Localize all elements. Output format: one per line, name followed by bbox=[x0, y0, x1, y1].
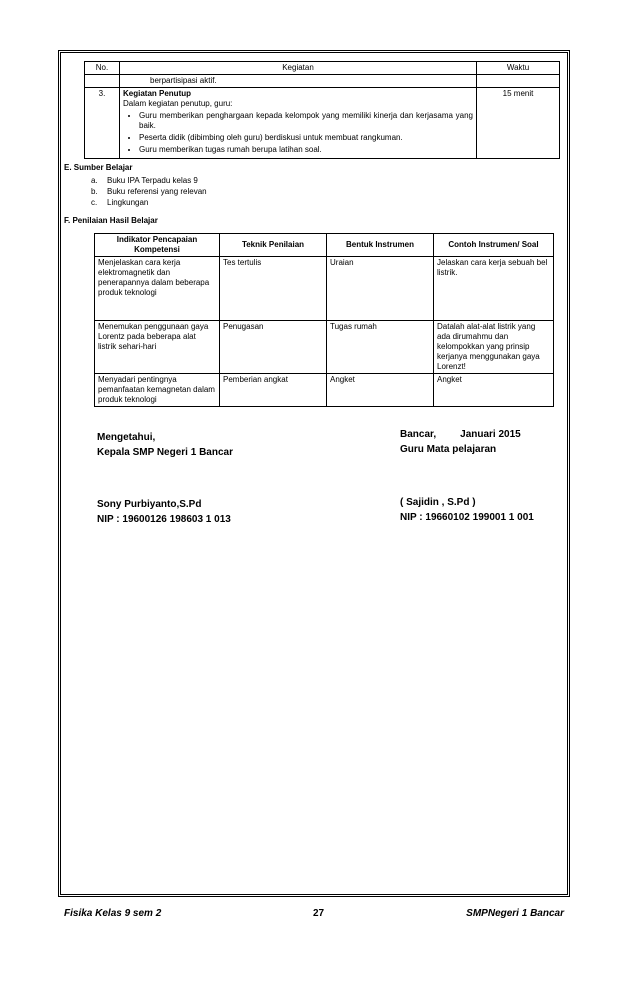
footer-right: SMPNegeri 1 Bancar bbox=[466, 908, 564, 919]
list-marker: c. bbox=[91, 198, 98, 207]
signature-left-header bbox=[97, 430, 233, 460]
activity-title: Kegiatan Penutup bbox=[123, 89, 192, 98]
table-cell: Tugas rumah bbox=[327, 321, 434, 374]
activity-intro: Dalam kegiatan penutup, guru: bbox=[123, 99, 233, 108]
list-item bbox=[91, 175, 207, 186]
table-cell: Jelaskan cara kerja sebuah bel listrik. bbox=[434, 257, 554, 321]
signature-place: Bancar, bbox=[400, 429, 437, 440]
activity-table bbox=[84, 61, 560, 159]
penilaian-header: Teknik Penilaian bbox=[220, 234, 327, 257]
penilaian-table bbox=[94, 233, 554, 407]
signature-date: Januari 2015 bbox=[460, 429, 521, 440]
section-heading-penilaian: F. Penilaian Hasil Belajar bbox=[64, 216, 158, 225]
list-item bbox=[91, 186, 207, 197]
activity-row bbox=[85, 88, 560, 159]
table-cell: Uraian bbox=[327, 257, 434, 321]
footer-page-number: 27 bbox=[313, 908, 325, 919]
table-cell: Menyadari pentingnya pemanfaatan kemagnetan dalam produk teknologi bbox=[95, 374, 220, 407]
penilaian-header: Indikator Pencapaian Kompetensi bbox=[95, 234, 220, 257]
activity-header-row bbox=[85, 62, 560, 75]
table-row bbox=[95, 374, 554, 407]
signature-nip: NIP : 19600126 198603 1 013 bbox=[97, 514, 231, 525]
list-item bbox=[91, 197, 207, 208]
header-no: No. bbox=[85, 62, 120, 75]
penilaian-header: Bentuk Instrumen bbox=[327, 234, 434, 257]
carryover-waktu bbox=[477, 75, 560, 88]
table-cell: Menemukan penggunaan gaya Lorentz pada beberapa alat listrik sehari-hari bbox=[95, 321, 220, 374]
table-cell: Angket bbox=[327, 374, 434, 407]
list-marker: a. bbox=[91, 176, 98, 185]
section-heading-sumber: E. Sumber Belajar bbox=[64, 163, 133, 172]
list-text: Buku referensi yang relevan bbox=[107, 187, 207, 196]
signature-greeting: Mengetahui, bbox=[97, 432, 156, 443]
carryover-text: berpartisipasi aktif. bbox=[120, 75, 477, 88]
signature-place-date bbox=[400, 427, 521, 442]
table-cell: Angket bbox=[434, 374, 554, 407]
activity-bullets bbox=[123, 111, 473, 155]
table-cell: Pemberian angkat bbox=[220, 374, 327, 407]
table-row bbox=[95, 257, 554, 321]
activity-bullet: • Guru memberikan tugas rumah berupa latihan soal. bbox=[139, 145, 473, 155]
list-text: Buku IPA Terpadu kelas 9 bbox=[107, 176, 198, 185]
header-waktu: Waktu bbox=[477, 62, 560, 75]
signature-role: Guru Mata pelajaran bbox=[400, 444, 497, 455]
signature-name: Sony Purbiyanto,S.Pd bbox=[97, 499, 202, 510]
signature-role: Kepala SMP Negeri 1 Bancar bbox=[97, 447, 233, 458]
table-row bbox=[95, 321, 554, 374]
header-kegiatan: Kegiatan bbox=[120, 62, 477, 75]
table-cell: Menjelaskan cara kerja elektromagnetik dan penerapannya dalam beberapa produk teknologi bbox=[95, 257, 220, 321]
signature-right-name-block bbox=[400, 495, 534, 525]
penilaian-header: Contoh Instrumen/ Soal bbox=[434, 234, 554, 257]
list-marker: b. bbox=[91, 187, 98, 196]
activity-waktu: 15 menit bbox=[477, 88, 560, 159]
list-text: Lingkungan bbox=[107, 198, 149, 207]
signature-nip: NIP : 19660102 199001 1 001 bbox=[400, 512, 534, 523]
signature-right-header bbox=[400, 427, 521, 457]
table-cell: Datalah alat-alat listrik yang ada dirumahmu dan kelompokkan yang prinsip kerjanya menggunakan gaya Lorenzt! bbox=[434, 321, 554, 374]
activity-bullet: • Peserta didik (dibimbing oleh guru) berdiskusi untuk membuat rangkuman. bbox=[139, 133, 473, 143]
activity-no: 3. bbox=[85, 88, 120, 159]
penilaian-header-row bbox=[95, 234, 554, 257]
carryover-row bbox=[85, 75, 560, 88]
activity-content bbox=[120, 88, 477, 159]
table-cell: Tes tertulis bbox=[220, 257, 327, 321]
table-cell: Penugasan bbox=[220, 321, 327, 374]
signature-name: ( Sajidin , S.Pd ) bbox=[400, 497, 476, 508]
sumber-list bbox=[91, 175, 207, 208]
carryover-no bbox=[85, 75, 120, 88]
signature-left-name-block bbox=[97, 497, 231, 527]
activity-bullet: • Guru memberikan penghargaan kepada kelompok yang memiliki kinerja dan kerjasama yang baik. bbox=[139, 111, 473, 131]
footer-left: Fisika Kelas 9 sem 2 bbox=[64, 908, 162, 919]
